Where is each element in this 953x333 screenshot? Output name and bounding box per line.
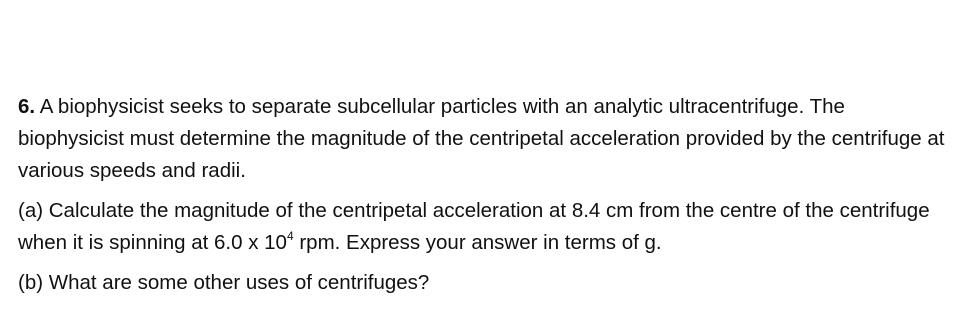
question-part-a [18,195,946,259]
part-a-exponent: 4 [286,229,294,244]
question-number: 6. [18,95,36,118]
question-intro-text: A biophysicist seeks to separate subcellular particles with an analytic ultracentrifuge. The biophysicist must determine the magnitude of the centripetal acceleration provided by the centrifuge at various speeds and radii. [18,95,945,182]
question-document [18,91,946,299]
question-intro-paragraph [18,91,946,187]
part-a-text: (a) Calculate the magnitude of the centripetal acceleration at 8.4 cm from the centre of the centrifuge when it is spinning at 6.0 x 10 [18,199,930,254]
question-part-b [18,267,946,299]
part-b-text: (b) What are some other uses of centrifuges? [18,271,430,294]
part-a-text-end: rpm. Express your answer in terms of g. [293,231,662,254]
